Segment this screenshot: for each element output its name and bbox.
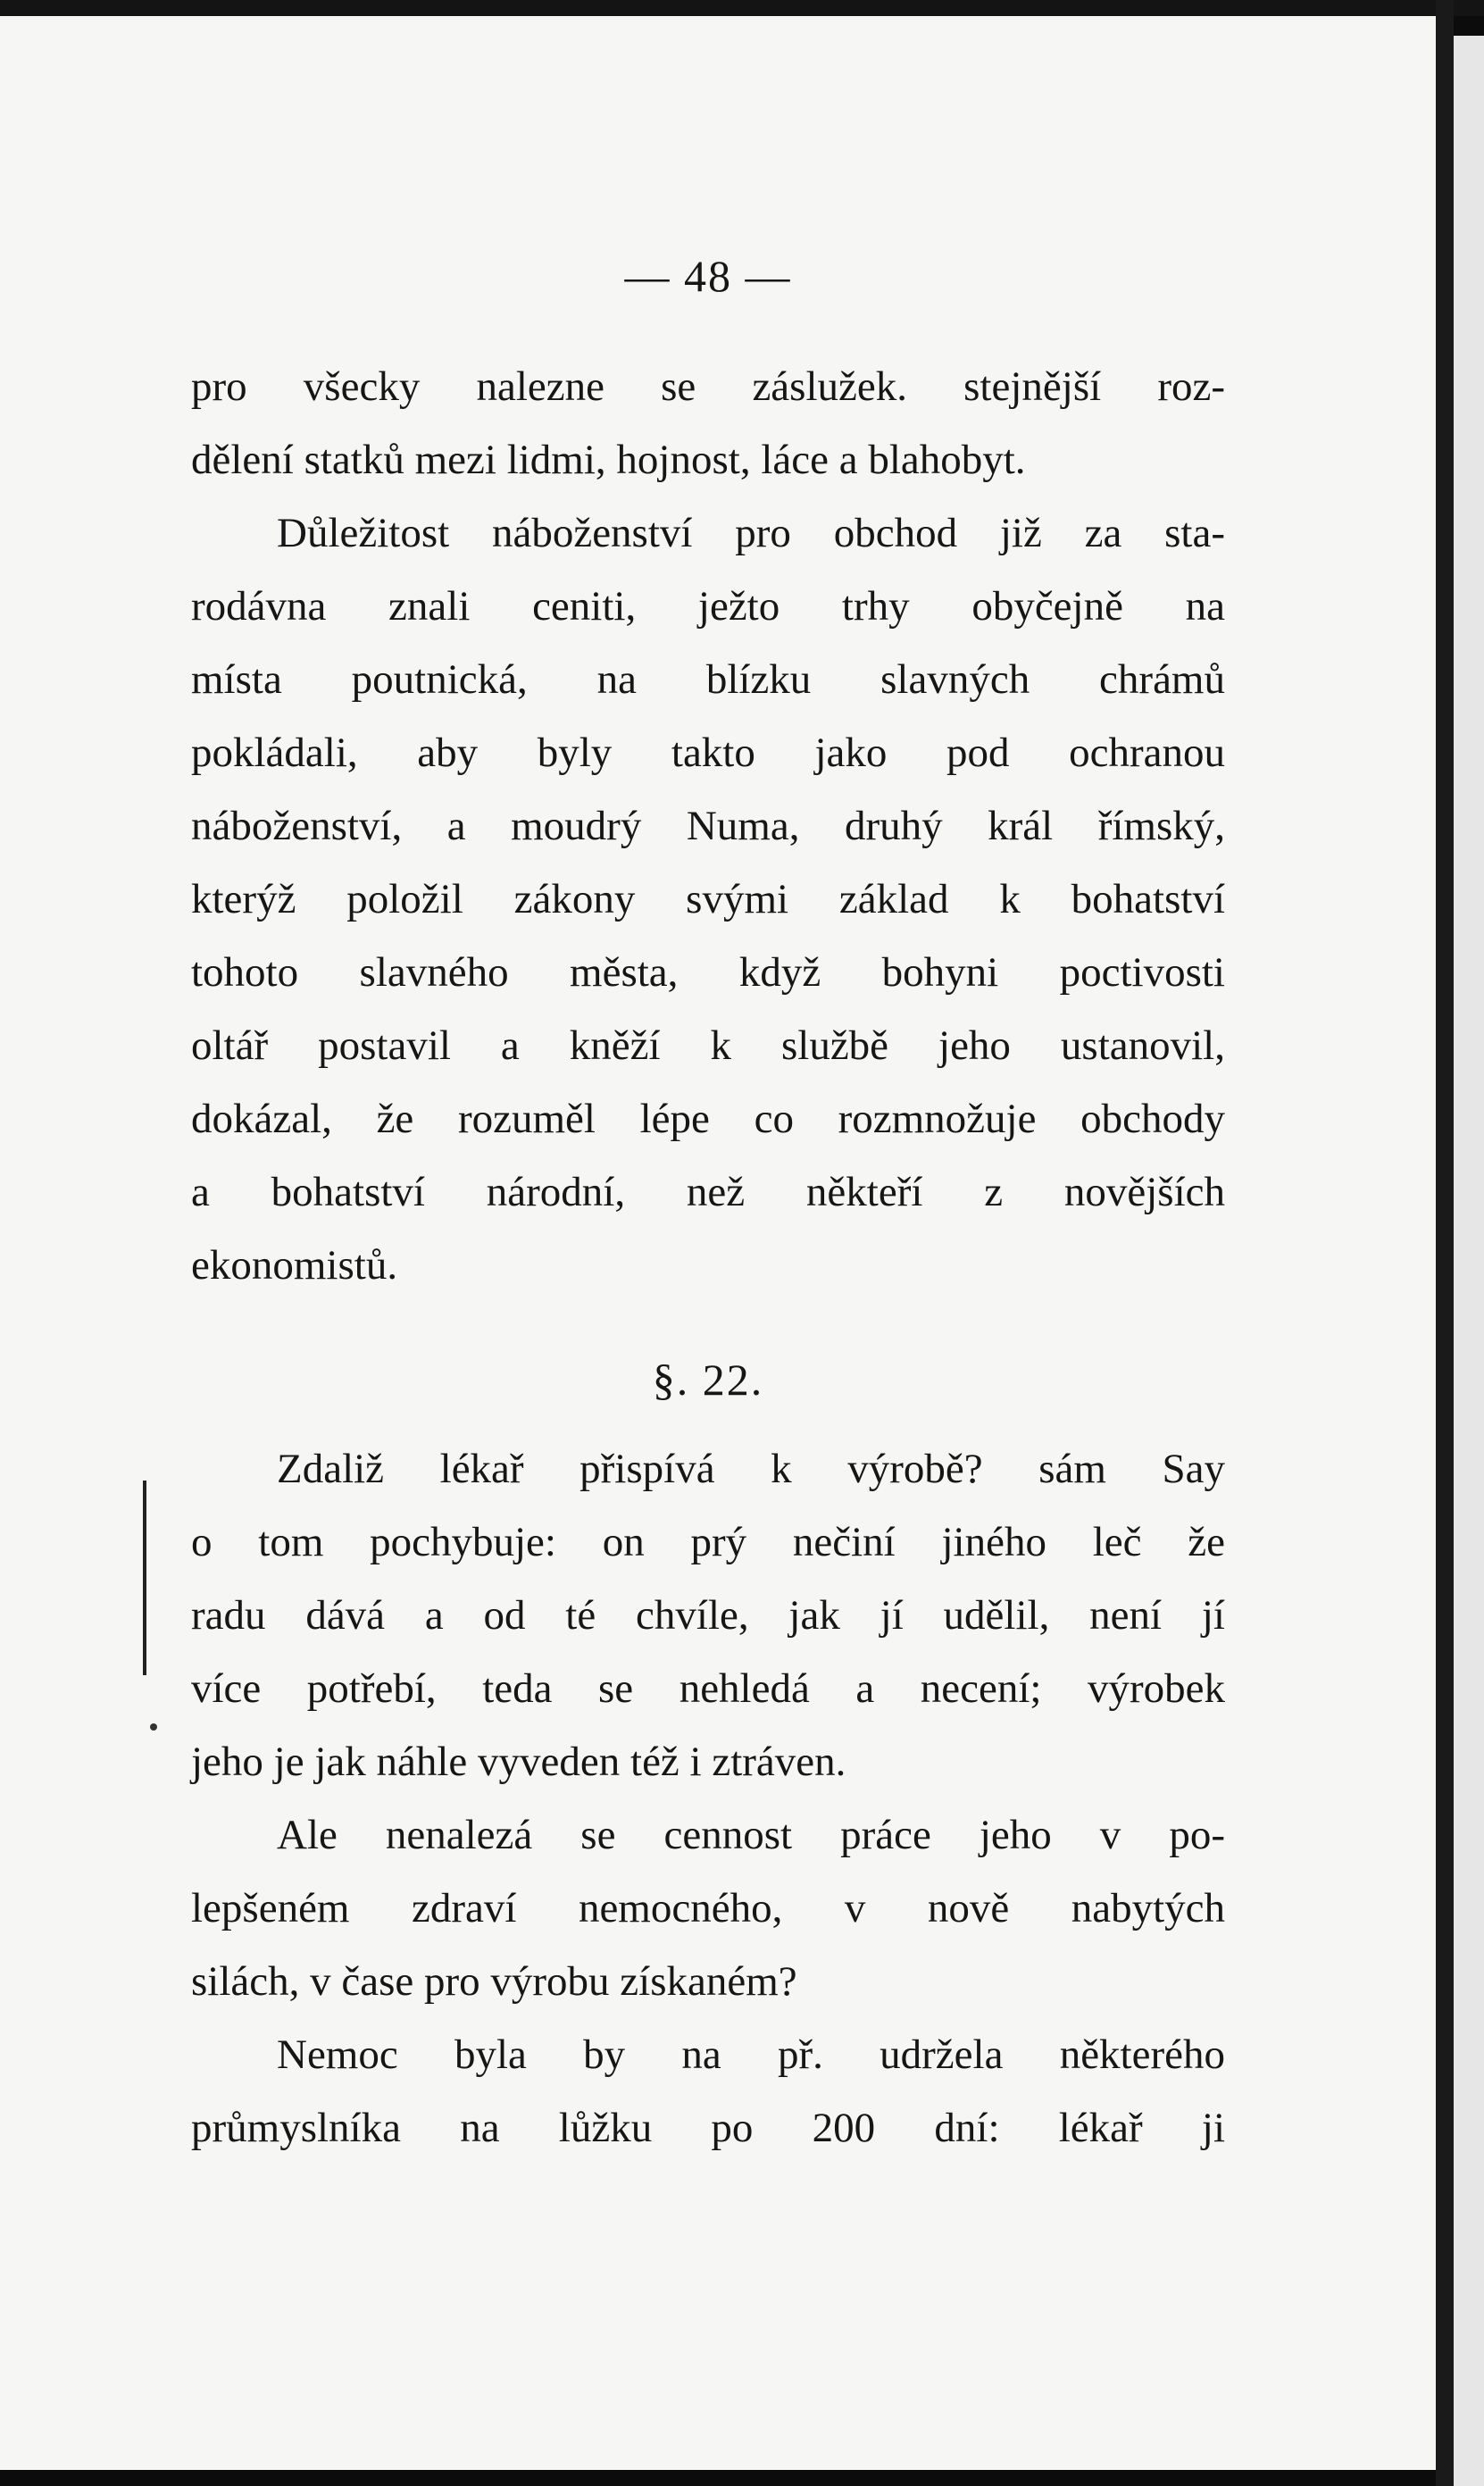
text-line: Ale nenalezá se cennost práce jeho v po- <box>277 1812 1225 1858</box>
text-line: a bohatství národní, než někteří z novějších <box>191 1169 1225 1215</box>
text-line: oltář postavil a kněží k službě jeho ustanovil, <box>191 1022 1225 1069</box>
text-line: Zdaliž lékař přispívá k výrobě? sám Say <box>277 1446 1225 1492</box>
section-title: §. 22. <box>652 1355 764 1405</box>
text-line: lepšeném zdraví nemocného, v nově nabytých <box>191 1885 1225 1931</box>
margin-pencil-mark <box>143 1481 146 1675</box>
text-line: jeho je jak náhle vyveden též i ztráven. <box>191 1739 846 1785</box>
text-line: místa poutnická, na blízku slavných chrámů <box>191 656 1225 703</box>
page-number-header: — 48 — <box>624 251 792 301</box>
text-line: tohoto slavného města, když bohyni poctivosti <box>191 949 1225 996</box>
text-line: o tom pochybuje: on prý nečiní jiného leč že <box>191 1519 1225 1565</box>
scan-right-margin <box>1454 36 1484 2486</box>
text-line: pokládali, aby byly takto jako pod ochranou <box>191 730 1225 776</box>
text-line: dělení statků mezi lidmi, hojnost, láce a blahobyt. <box>191 437 1026 483</box>
scan-top-edge <box>0 0 1484 16</box>
book-page <box>0 16 1436 2470</box>
text-line: kterýž položil zákony svými základ k bohatství <box>191 876 1225 922</box>
text-line: silách, v čase pro výrobu získaném? <box>191 1958 797 2005</box>
text-line: Nemoc byla by na př. udržela některého <box>277 2031 1225 2078</box>
text-line: Důležitost náboženství pro obchod již za sta- <box>277 510 1225 556</box>
text-line: více potřebí, teda se nehledá a necení; výrobek <box>191 1665 1225 1712</box>
text-line: náboženství, a moudrý Numa, druhý král římský, <box>191 803 1225 849</box>
page-edge-shadow <box>1436 0 1454 2486</box>
margin-dot <box>150 1723 157 1731</box>
text-line: dokázal, že rozuměl lépe co rozmnožuje obchody <box>191 1096 1225 1142</box>
text-line: pro všecky nalezne se záslužek. stejnější roz- <box>191 363 1225 410</box>
text-line: rodávna znali ceniti, ježto trhy obyčejně na <box>191 583 1225 630</box>
text-line: radu dává a od té chvíle, jak jí udělil, není jí <box>191 1592 1225 1639</box>
text-line: průmyslníka na lůžku po 200 dní: lékař ji <box>191 2105 1225 2151</box>
text-line: ekonomistů. <box>191 1242 398 1289</box>
